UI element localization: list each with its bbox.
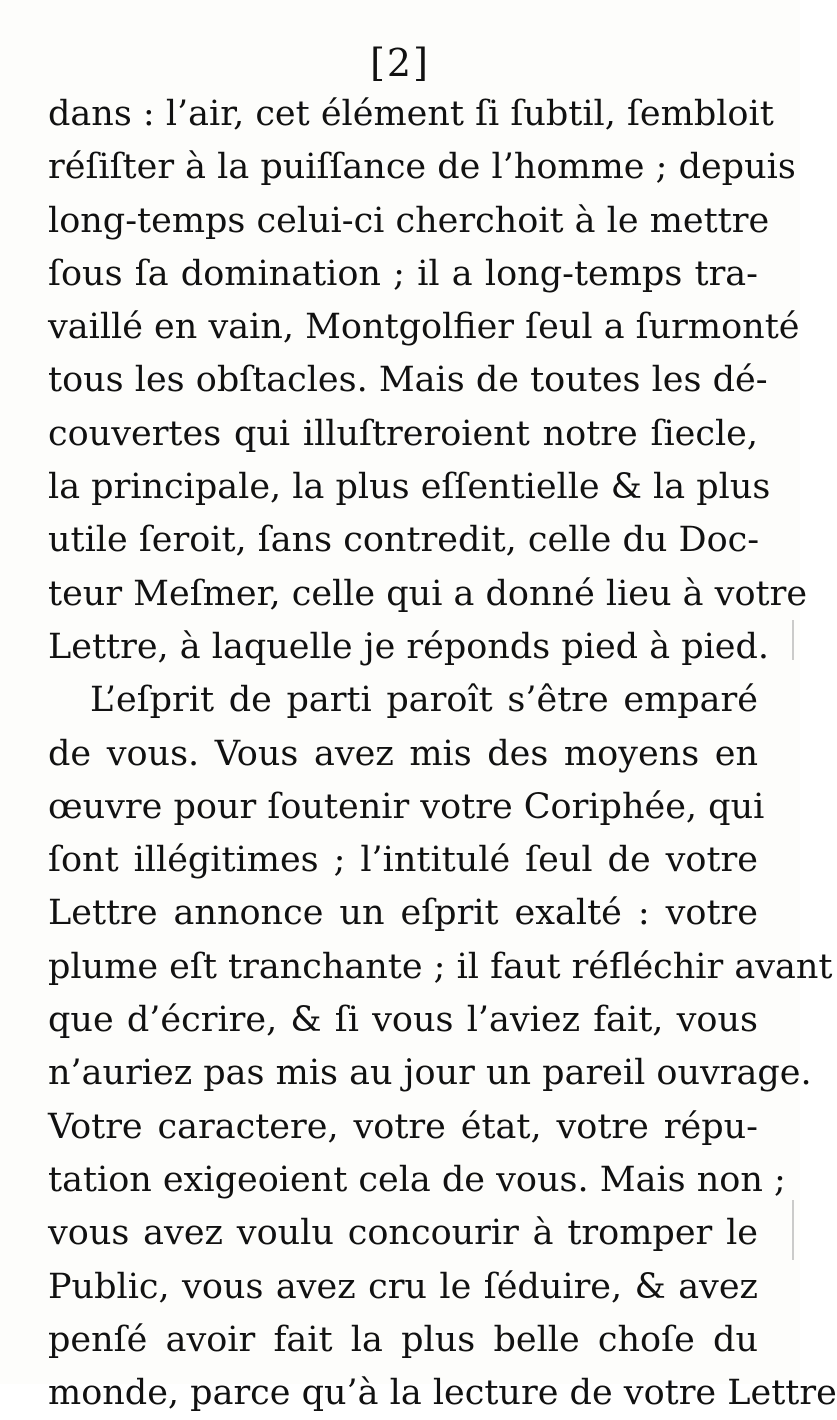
text-line: couvertes qui illuſtreroient notre ſiecle, [48,413,758,454]
text-line: Votre caractere, votre état, votre répu- [48,1106,758,1147]
text-line: Lettre, à laquelle je réponds pied à pied. [48,626,770,667]
text-line: Public, vous avez cru le ſéduire, & avez [48,1266,758,1307]
text-line: que d’écrire, & ſi vous l’aviez fait, vous [48,1000,758,1041]
text-line: tous les obſtacles. Mais de toutes les dé- [48,360,768,401]
text-line: long-temps celui-ci cherchoit à le mettre [48,200,770,241]
text-line: ſont illégitimes ; l’intitulé ſeul de votre [48,840,758,881]
text-line: n’auriez pas mis au jour un pareil ouvrage. [48,1053,812,1094]
text-line: dans : l’air, cet élément ſi ſubtil, ſembloit [48,94,774,134]
text-line: tation exigeoient cela de vous. Mais non ; [48,1159,786,1200]
text-line: ſous ſa domination ; il a long-temps tra- [48,253,758,294]
text-line: de vous. Vous avez mis des moyens en [48,733,758,774]
text-line: la principale, la plus eſſentielle & la plus [48,467,771,508]
text-line: utile ſeroit, ſans contredit, celle du Doc- [48,520,760,561]
page-text [48,88,837,1420]
text-line: vous avez voulu concourir à tromper le [48,1213,758,1254]
text-line: vaillé en vain, Montgolfier ſeul a ſurmonté [48,307,800,348]
paragraph-first-line: L’eſprit de parti paroît s’être emparé [90,680,758,721]
text-line: monde, parce qu’à la lecture de votre Lettre [48,1373,837,1414]
page-edge-mark [792,620,794,660]
text-line: réſiſter à la puiſſance de l’homme ; depuis [48,147,796,188]
page-number: [2] [370,41,430,85]
text-line: teur Meſmer, celle qui a donné lieu à votre [48,573,808,614]
text-line: Lettre annonce un eſprit exalté : votre [48,893,758,934]
page-edge-mark [792,1200,794,1260]
text-line: plume eſt tranchante ; il faut réfléchir avant [48,946,833,987]
text-line: œuvre pour ſoutenir votre Coriphée, qui [48,786,765,827]
text-line: penſé avoir fait la plus belle choſe du [48,1319,758,1360]
